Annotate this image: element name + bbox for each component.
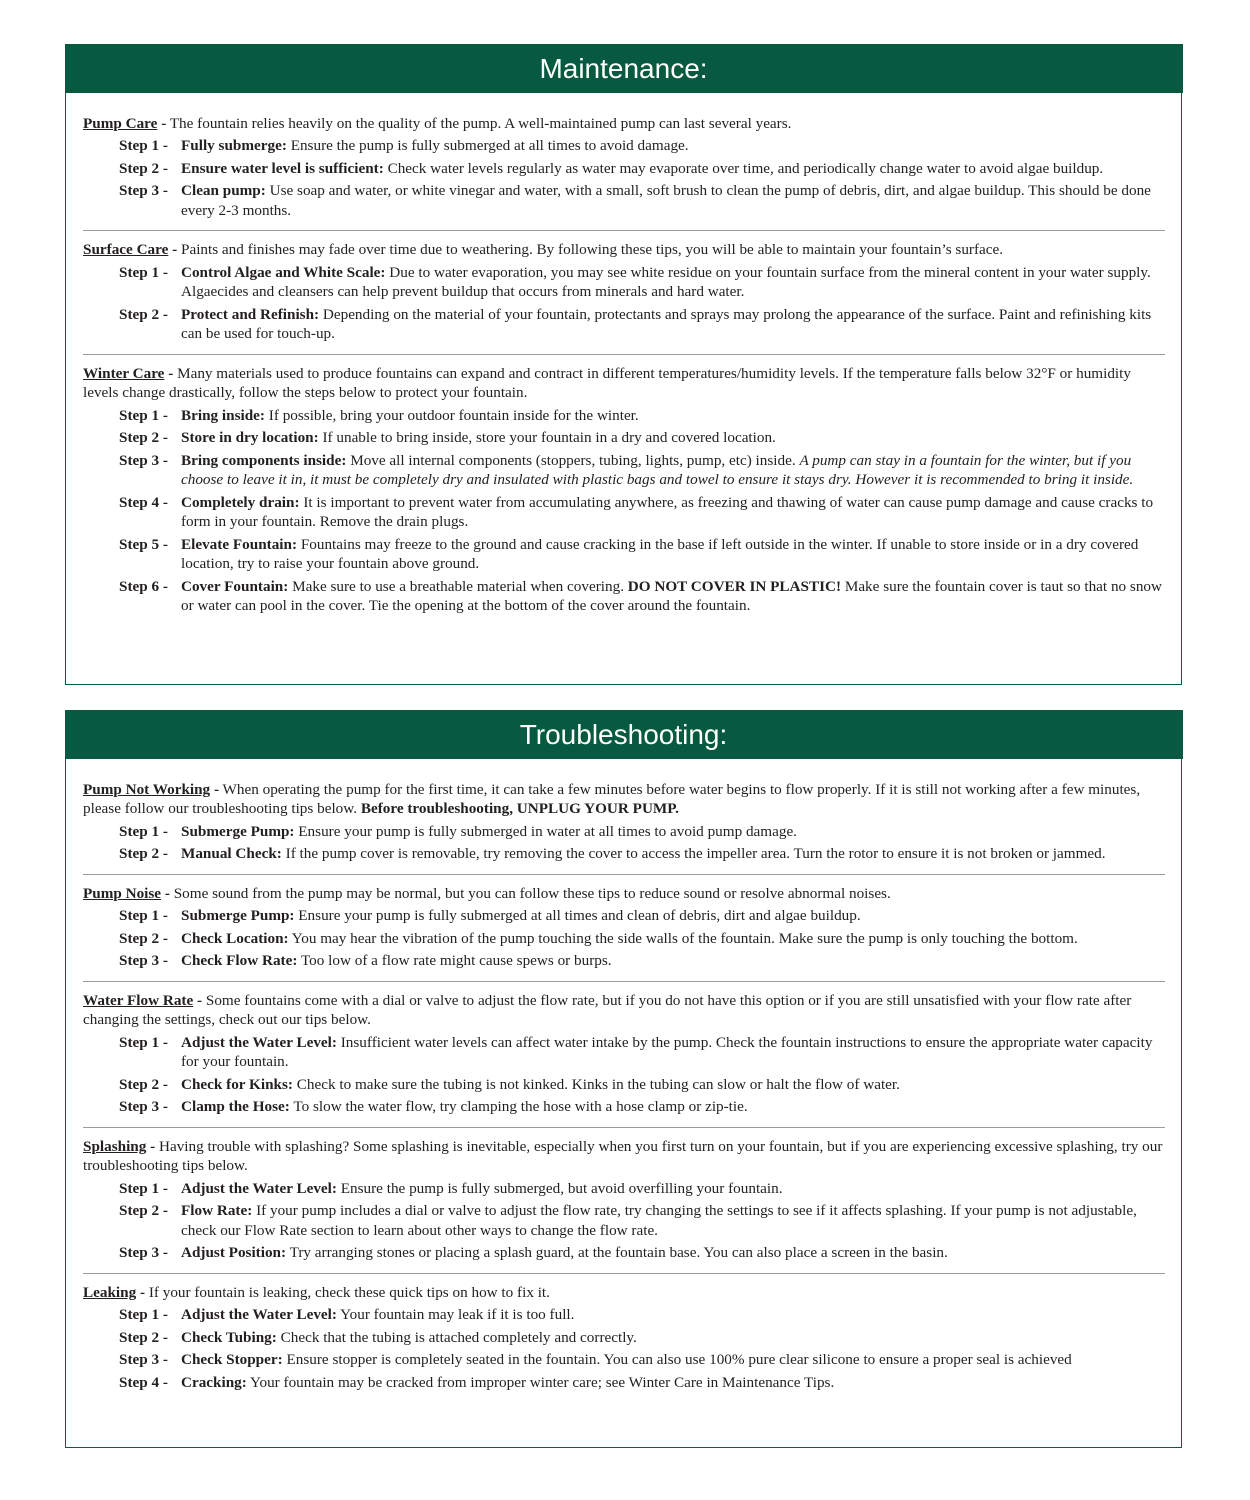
winter-care-step: Step 5 - Elevate Fountain: Fountains may freeze to the ground and cause cracking in the base if left outside in the winter. If unable to store inside or in a dry covered location, try to raise your fountain above ground. (119, 535, 1139, 572)
water-flow-rate-step: Step 1 - Adjust the Water Level: Insufficient water levels can affect water intake by the pump. Check the fountain instructions to ensure the appropriate water capacity for your fountain. (119, 1033, 1153, 1070)
troubleshooting-panel (65, 710, 1182, 1448)
leaking-step: Step 2 - Check Tubing: Check that the tubing is attached completely and correctly. (119, 1328, 637, 1346)
leaking-section (83, 1274, 1165, 1403)
pump-not-working-intro: Pump Not Working - When operating the pump for the first time, it can take a few minutes before water begins to flow properly. If it is still not working after a few minutes, please follow our troubleshooting tips below. Before troubleshooting, UNPLUG YOUR PUMP. (83, 780, 1141, 817)
pump-not-working-step: Step 2 - Manual Check: If the pump cover is removable, try removing the cover to access the impeller area. Turn the rotor to ensure it is not broken or jammed. (119, 845, 1106, 862)
maintenance-heading: Maintenance: (65, 44, 1183, 93)
pump-not-working-section (83, 771, 1165, 875)
pump-not-working-step: Step 1 - Submerge Pump: Ensure your pump is fully submerged in water at all times to avoid pump damage. (119, 822, 797, 840)
leaking-intro: Leaking - If your fountain is leaking, check these quick tips on how to fix it. (83, 1283, 550, 1301)
pump-care-step: Step 2 - Ensure water level is sufficient: Check water levels regularly as water may evaporate over time, and periodically change water to avoid algae buildup. (119, 159, 1104, 177)
pump-noise-step: Step 2 - Check Location: You may hear the vibration of the pump touching the side walls of the fountain. Make sure the pump is only touching the bottom. (119, 929, 1078, 947)
winter-care-step: Step 2 - Store in dry location: If unable to bring inside, store your fountain in a dry and covered location. (119, 429, 776, 446)
surface-care-section (83, 231, 1165, 355)
winter-care-step: Step 6 - Cover Fountain: Make sure to use a breathable material when covering. DO NOT COVER IN PLASTIC! Make sure the fountain cover is taut so that no snow or water can pool in the cover. Tie the opening at the bottom of the cover around the fountain. (119, 577, 1162, 614)
surface-care-title: Surface Care (83, 241, 169, 258)
water-flow-rate-title: Water Flow Rate (83, 991, 194, 1009)
pump-care-section (83, 105, 1165, 232)
winter-care-step: Step 3 - Bring components inside: Move all internal components (stoppers, tubing, lights, pump, etc) inside. A pump can stay in a fountain for the winter, but if you choose to leave it in, it must be completely dry and insulated with plastic bags and towel to ensure it stays dry. However it is recommended to bring it inside. (119, 451, 1134, 488)
winter-care-intro: Winter Care - Many materials used to produce fountains can expand and contract in different temperatures/humidity levels. If the temperature falls below 32°F or humidity levels change drastically, follow the steps below to protect your fountain. (83, 364, 1131, 401)
pump-noise-step: Step 3 - Check Flow Rate: Too low of a flow rate might cause spews or burps. (119, 952, 612, 969)
pump-care-step: Step 3 - Clean pump: Use soap and water, or white vinegar and water, with a small, soft brush to clean the pump of debris, dirt, and algae buildup. This should be done every 2-3 months. (119, 182, 1151, 219)
surface-care-step: Step 2 - Protect and Refinish: Depending on the material of your fountain, protectants and sprays may prolong the appearance of the surface. Paint and refinishing kits can be used for touch-up. (119, 305, 1152, 342)
splashing-step: Step 1 - Adjust the Water Level: Ensure the pump is fully submerged, but avoid overfilling your fountain. (119, 1179, 783, 1197)
surface-care-intro: Surface Care - Paints and finishes may fade over time due to weathering. By following these tips, you will be able to maintain your fountain’s surface. (83, 241, 1004, 258)
maintenance-body (66, 93, 1181, 626)
surface-care-step: Step 1 - Control Algae and White Scale: Due to water evaporation, you may see white residue on your fountain surface from the mineral content in your water supply. Algaecides and cleansers can help prevent buildup that occurs from minerals and hard water. (119, 263, 1151, 300)
leaking-step: Step 3 - Check Stopper: Ensure stopper is completely seated in the fountain. You can also use 100% pure clear silicone to ensure a proper seal is achieved (119, 1351, 1072, 1368)
pump-care-title: Pump Care (83, 114, 158, 132)
troubleshooting-heading: Troubleshooting: (65, 710, 1183, 759)
pump-not-working-title: Pump Not Working (83, 780, 211, 798)
splashing-title: Splashing (83, 1137, 147, 1155)
splashing-intro: Splashing - Having trouble with splashing? Some splashing is inevitable, especially when you first turn on your fountain, but if you are experiencing excessive splashing, try our troubleshooting tips below. (83, 1137, 1163, 1174)
pump-care-intro: Pump Care - The fountain relies heavily on the quality of the pump. A well-maintained pump can last several years. (83, 114, 792, 132)
water-flow-rate-section (83, 982, 1165, 1128)
leaking-title: Leaking (83, 1283, 137, 1301)
pump-noise-intro: Pump Noise - Some sound from the pump may be normal, but you can follow these tips to reduce sound or resolve abnormal noises. (83, 884, 891, 902)
winter-care-step: Step 4 - Completely drain: It is important to prevent water from accumulating anywhere, as freezing and thawing of water can cause pump damage and cause cracks to form in your fountain. Remove the drain plugs. (119, 493, 1154, 530)
winter-care-section (83, 355, 1165, 626)
pump-noise-title: Pump Noise (83, 884, 162, 902)
winter-care-step: Step 1 - Bring inside: If possible, bring your outdoor fountain inside for the winter. (119, 406, 639, 424)
winter-care-title: Winter Care (83, 364, 165, 382)
splashing-step: Step 3 - Adjust Position: Try arranging stones or placing a splash guard, at the fountain base. You can also place a screen in the basin. (119, 1244, 948, 1261)
water-flow-rate-intro: Water Flow Rate - Some fountains come with a dial or valve to adjust the flow rate, but if you do not have this option or if you are still unsatisfied with your flow rate after changing the settings, check out our tips below. (83, 991, 1132, 1028)
leaking-step: Step 4 - Cracking: Your fountain may be cracked from improper winter care; see Winter Care in Maintenance Tips. (119, 1373, 835, 1391)
splashing-step: Step 2 - Flow Rate: If your pump includes a dial or valve to adjust the flow rate, try changing the settings to see if it affects splashing. If your pump is not adjustable, check our Flow Rate section to learn about other ways to change the flow rate. (119, 1202, 1137, 1239)
pump-care-step: Step 1 - Fully submerge: Ensure the pump is fully submerged at all times to avoid damage. (119, 137, 689, 154)
water-flow-rate-step: Step 3 - Clamp the Hose: To slow the water flow, try clamping the hose with a hose clamp or zip-tie. (119, 1098, 748, 1115)
maintenance-panel (65, 44, 1182, 685)
pump-noise-step: Step 1 - Submerge Pump: Ensure your pump is fully submerged at all times and clean of debris, dirt and algae buildup. (119, 907, 861, 924)
leaking-step: Step 1 - Adjust the Water Level: Your fountain may leak if it is too full. (119, 1306, 575, 1323)
troubleshooting-body (66, 759, 1181, 1403)
splashing-section (83, 1128, 1165, 1274)
pump-noise-section (83, 875, 1165, 982)
water-flow-rate-step: Step 2 - Check for Kinks: Check to make sure the tubing is not kinked. Kinks in the tubing can slow or halt the flow of water. (119, 1075, 900, 1093)
